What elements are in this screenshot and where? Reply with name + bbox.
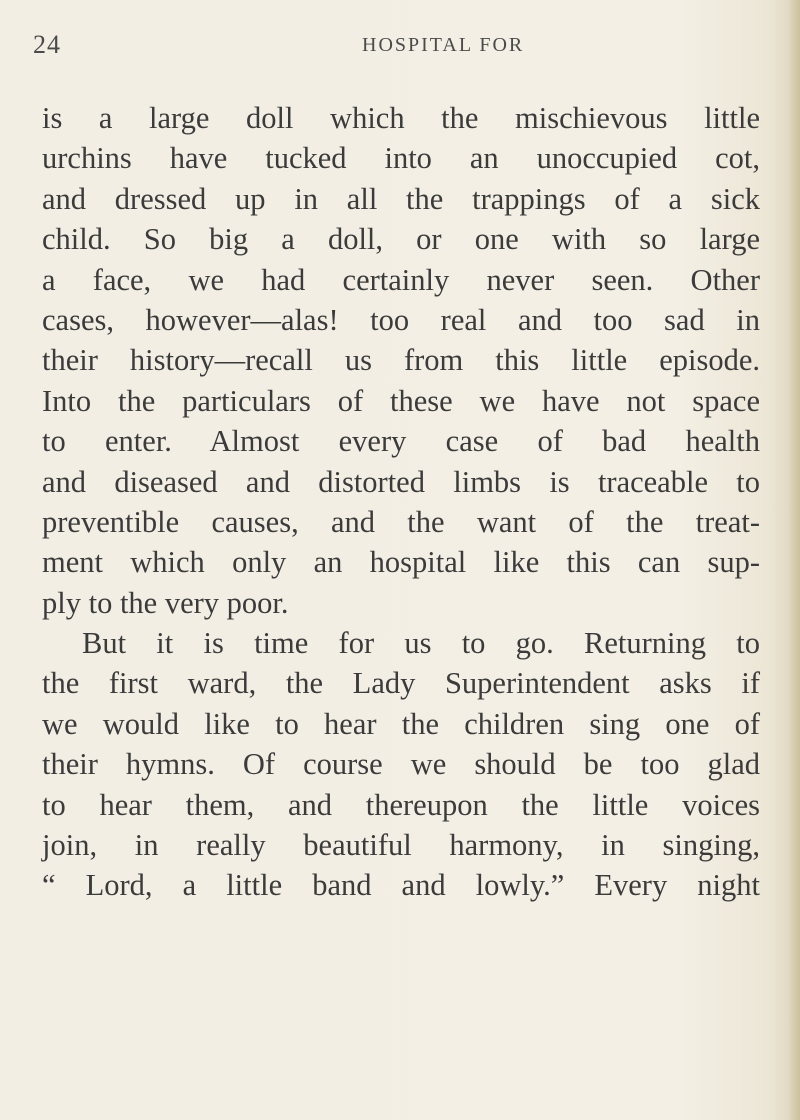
text-line: their history—recall us from this little episode.	[42, 343, 760, 378]
text-line: cases, however—alas! too real and too sad in	[42, 302, 760, 337]
text-line: their hymns. Of course we should be too glad	[42, 747, 760, 782]
text-line: join, in really beautiful harmony, in singing,	[42, 828, 760, 863]
text-line: ment which only an hospital like this can sup-	[42, 545, 760, 580]
text-line: preventible causes, and the want of the treat-	[42, 504, 760, 539]
page-edge-shadow	[788, 0, 800, 1120]
text-line: and diseased and distorted limbs is traceable to	[42, 464, 760, 499]
text-line: ply to the very poor.	[42, 585, 289, 620]
text-line: the first ward, the Lady Superintendent asks if	[42, 666, 760, 701]
text-line: to hear them, and thereupon the little voices	[42, 787, 760, 822]
text-line: “ Lord, a little band and lowly.” Every night	[42, 868, 760, 903]
text-line: is a large doll which the mischievous little	[42, 101, 760, 135]
running-head: HOSPITAL FOR	[362, 34, 525, 56]
text-line: urchins have tucked into an unoccupied cot,	[42, 141, 760, 176]
text-line: a face, we had certainly never seen. Other	[42, 262, 760, 297]
text-line: and dressed up in all the trappings of a sick	[42, 181, 760, 216]
page-header	[0, 30, 800, 70]
body-text	[42, 98, 760, 906]
text-line: to enter. Almost every case of bad health	[42, 424, 760, 459]
text-line: But it is time for us to go. Returning to	[82, 626, 760, 661]
text-line: we would like to hear the children sing one of	[42, 706, 760, 741]
text-line: Into the particulars of these we have not space	[42, 383, 760, 418]
text-line: child. So big a doll, or one with so large	[42, 222, 760, 257]
page-number: 24	[33, 30, 61, 59]
